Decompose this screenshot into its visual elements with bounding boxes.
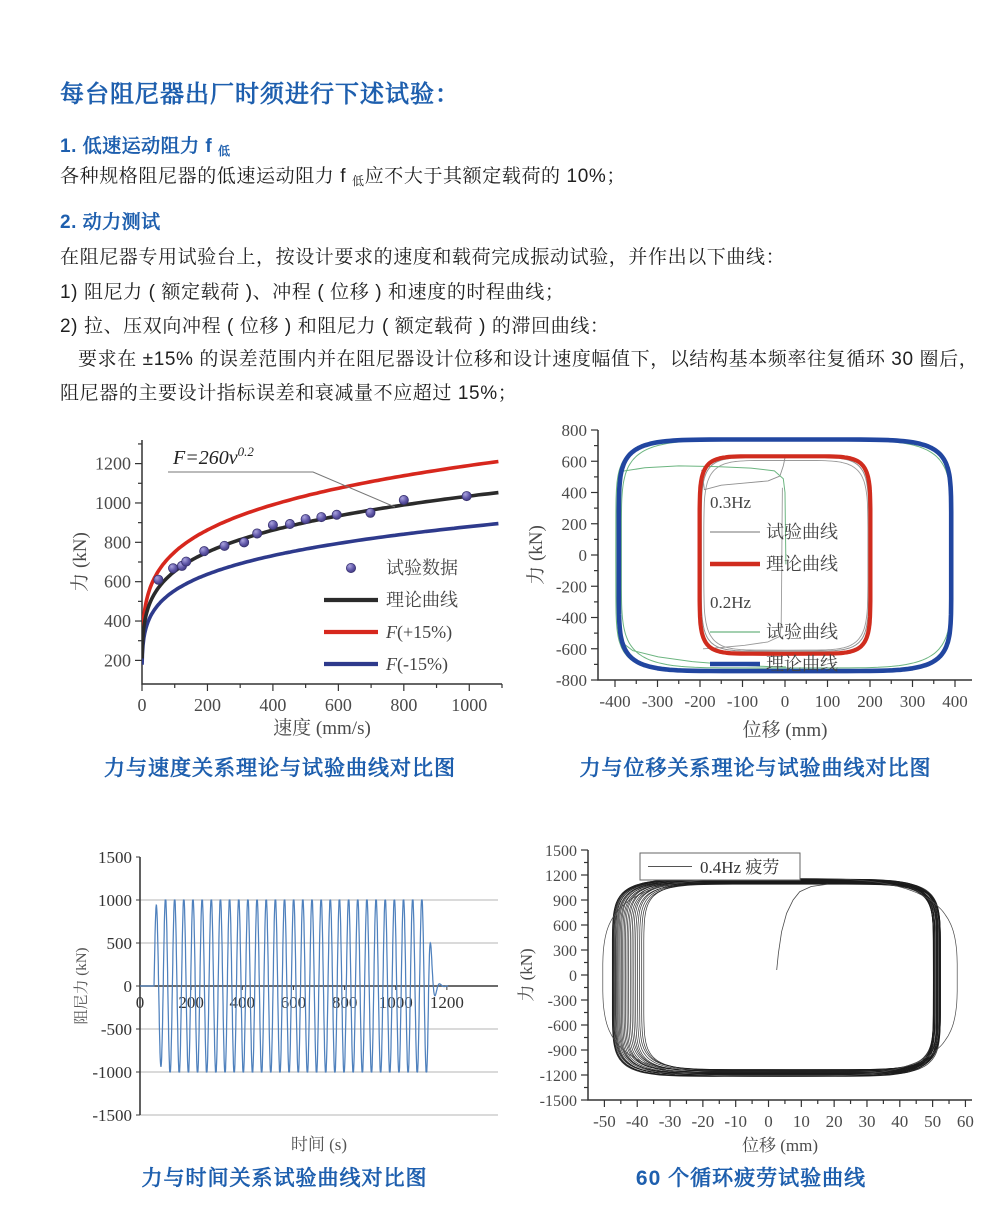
chart-text: -40 [625, 1112, 649, 1131]
legend-label: F(+15%) [386, 622, 453, 642]
chart-text: 1500 [98, 848, 132, 867]
chart-text: -600 [547, 1018, 577, 1035]
legend-label: 试验数据 [386, 558, 458, 578]
fatigue-loop [613, 880, 934, 1076]
chart-text: 1000 [378, 993, 413, 1012]
chart-text: 400 [229, 993, 256, 1012]
data-point [168, 564, 177, 573]
fatigue-loop [614, 880, 935, 1076]
chart-text: 400 [942, 692, 968, 711]
formula-annotation: $F=260v^{0.2}$ [173, 444, 254, 469]
chart-text: 500 [106, 934, 132, 953]
chart-text: 200 [561, 514, 587, 534]
fatigue-loop [632, 883, 940, 1070]
x-axis-label: 位移 (mm) [742, 720, 828, 741]
force-velocity-chart [68, 428, 508, 748]
section2-line: 要求在 ±15% 的误差范围内并在阻尼器设计位移和设计速度幅值下，以结构基本频率往复循环 30 圈后， [78, 349, 979, 370]
section1-body-text: 各种规格阻尼器的低速运动阻力 f [60, 166, 353, 187]
chart-text: -300 [547, 993, 577, 1010]
legend-label: 理论曲线 [386, 590, 458, 610]
chart-text: 800 [561, 421, 587, 440]
fatigue-loop [644, 884, 934, 1070]
chart-caption-force-displacement: 力与位移关系理论与试验曲线对比图 [579, 757, 932, 780]
chart-text: -300 [641, 692, 674, 711]
legend-header: 0.2Hz [710, 593, 752, 612]
force-displacement-hysteresis-chart [528, 418, 983, 748]
fatigue-loop [629, 882, 935, 1072]
data-point [399, 495, 408, 504]
fatigue-loop [612, 879, 937, 1076]
section2-line: 1) 阻尼力 ( 额定载荷 )、冲程 ( 位移 ) 和速度的时程曲线； [60, 282, 565, 303]
legend-label: 试验曲线 [766, 622, 838, 642]
chart-text: 400 [104, 611, 131, 632]
fatigue-loop [623, 882, 937, 1073]
y-axis-label: 力 (kN) [70, 532, 91, 592]
fatigue-loop [624, 882, 940, 1072]
chart-text: 900 [553, 893, 577, 910]
section1-heading [60, 131, 231, 159]
chart-text: -1200 [539, 1068, 577, 1085]
fatigue-loop [627, 883, 934, 1073]
chart-text: 600 [561, 452, 587, 472]
page-title: 每台阻尼器出厂时须进行下述试验： [60, 81, 460, 108]
chart-text: 300 [553, 943, 577, 960]
chart-text: -1500 [92, 1106, 132, 1125]
chart-text: -400 [555, 608, 587, 628]
data-point [317, 513, 326, 522]
fatigue-loop [620, 882, 937, 1074]
chart-text: 200 [857, 692, 883, 711]
chart-text: -900 [547, 1043, 577, 1060]
chart-text: 0 [135, 993, 145, 1012]
section2-line: 阻尼器的主要设计指标误差和衰减量不应超过 15%； [60, 383, 518, 404]
chart-caption-force-time: 力与时间关系试验曲线对比图 [141, 1167, 428, 1190]
outlier-loop [603, 878, 957, 1076]
chart-text: 0 [569, 968, 577, 985]
legend [640, 853, 800, 880]
chart-text: 600 [324, 695, 352, 715]
chart-text: -20 [691, 1112, 715, 1131]
chart-text: 40 [891, 1112, 909, 1131]
fatigue-loop [642, 884, 938, 1069]
chart-text: -400 [599, 692, 631, 711]
chart-text: 30 [858, 1112, 876, 1131]
section2-heading: 2. 动力测试 [60, 212, 161, 233]
legend-label: 理论曲线 [766, 654, 838, 674]
fatigue-loop [613, 879, 938, 1076]
chart-text: 200 [193, 695, 221, 715]
chart-text: 600 [553, 918, 577, 935]
chart-text: 200 [104, 650, 131, 671]
y-axis-label: 力 (kN) [517, 948, 536, 1002]
y-axis-label: 阻尼力 (kN) [74, 947, 90, 1025]
fatigue-loop [636, 884, 934, 1071]
fatigue-loop [634, 883, 936, 1071]
fatigue-loop [614, 880, 939, 1075]
chart-text: -600 [555, 639, 587, 659]
chart-text: -200 [684, 692, 716, 711]
chart-text: 800 [104, 532, 131, 553]
chart-text: 1200 [95, 453, 131, 474]
legend-header: 0.3Hz [710, 493, 752, 512]
section2-line: 在阻尼器专用试验台上，按设计要求的速度和载荷完成振动试验，并作出以下曲线： [60, 247, 786, 268]
chart-text: 0 [764, 1112, 773, 1131]
chart-text: 0 [123, 977, 132, 996]
data-point [285, 519, 294, 528]
data-point [240, 538, 249, 547]
chart-text: 0 [578, 546, 587, 565]
fatigue-cycles-chart [516, 840, 986, 1162]
chart-caption-fatigue: 60 个循环疲劳试验曲线 [635, 1167, 867, 1190]
chart-text: 400 [561, 483, 587, 503]
chart-text: -800 [555, 671, 587, 690]
fatigue-loop [617, 881, 934, 1075]
tick-labels [517, 843, 974, 1155]
fatigue-loops [603, 878, 957, 1076]
chart-text: 100 [814, 692, 841, 711]
chart-text: -100 [726, 692, 759, 711]
data-point [253, 529, 262, 538]
data-point [301, 515, 310, 524]
data-point [268, 520, 277, 529]
chart-text: -10 [724, 1112, 748, 1131]
fatigue-loop [626, 882, 939, 1072]
chart-text: 20 [825, 1112, 843, 1131]
section2-line: 2) 拉、压双向冲程 ( 位移 ) 和阻尼力 ( 额定载荷 ) 的滞回曲线： [60, 316, 610, 337]
chart-text: 0 [780, 692, 790, 711]
fatigue-loop [615, 881, 939, 1075]
section1-body [60, 161, 626, 189]
chart-text: 1500 [545, 843, 577, 860]
legend [324, 558, 458, 675]
fatigue-loop [640, 884, 941, 1070]
chart-text: 400 [259, 695, 287, 715]
y-axis-label: 力 (kN) [526, 525, 547, 585]
section1-heading-text: 1. 低速运动阻力 f [60, 136, 219, 157]
legend-label: F(-15%) [386, 654, 448, 674]
chart-text: -500 [100, 1020, 132, 1039]
data-point [332, 510, 341, 519]
chart-caption-force-velocity: 力与速度关系理论与试验曲线对比图 [104, 757, 456, 780]
force-time-chart [62, 843, 507, 1161]
section1-body-subscript: 低 [352, 174, 365, 188]
chart-text: 200 [178, 993, 204, 1012]
x-axis-label: 速度 (mm/s) [273, 718, 371, 739]
chart-text: 1000 [98, 891, 132, 910]
fatigue-loop [612, 880, 940, 1076]
chart-text: 50 [924, 1112, 942, 1131]
fatigue-loop [616, 880, 935, 1075]
data-point [220, 541, 229, 550]
fatigue-loop [618, 881, 938, 1074]
legend-label: 试验曲线 [766, 522, 838, 542]
chart-text: -200 [555, 577, 587, 597]
chart-text: -1500 [539, 1093, 577, 1110]
data-point [462, 491, 471, 500]
fatigue-loop [619, 881, 941, 1073]
chart-text: 800 [390, 695, 418, 715]
chart-text: 300 [899, 692, 926, 711]
data-point [200, 547, 209, 556]
chart-text: -50 [593, 1112, 616, 1131]
chart-text: 1000 [451, 695, 488, 715]
transient-start-curve [777, 884, 828, 970]
chart-text: 0 [137, 695, 147, 715]
legend-label: 0.4Hz 疲劳 [700, 858, 780, 877]
section1-body-text-2: 应不大于其额定载荷的 10%； [364, 166, 626, 187]
x-axis-label: 位移 (mm) [741, 1136, 819, 1155]
fatigue-loop [621, 881, 933, 1074]
chart-text: 10 [792, 1112, 810, 1131]
chart-text: 600 [104, 571, 131, 592]
legend-label: 理论曲线 [766, 554, 838, 574]
section1-heading-subscript: 低 [218, 144, 231, 158]
chart-text: 800 [331, 993, 358, 1012]
data-point [154, 575, 163, 584]
chart-text: 1000 [95, 492, 131, 513]
x-axis-label: 时间 (s) [290, 1135, 348, 1154]
legend-marker [346, 563, 355, 572]
fatigue-loop [630, 883, 939, 1071]
chart-text: 60 [956, 1112, 974, 1131]
chart-text: -30 [658, 1112, 682, 1131]
tick-labels [525, 421, 968, 741]
chart-text: 1200 [429, 993, 464, 1012]
data-point [182, 557, 191, 566]
chart-text: -1000 [92, 1063, 132, 1082]
chart-text: 600 [280, 993, 307, 1012]
chart-text: 1200 [545, 868, 577, 885]
data-point [366, 508, 375, 517]
